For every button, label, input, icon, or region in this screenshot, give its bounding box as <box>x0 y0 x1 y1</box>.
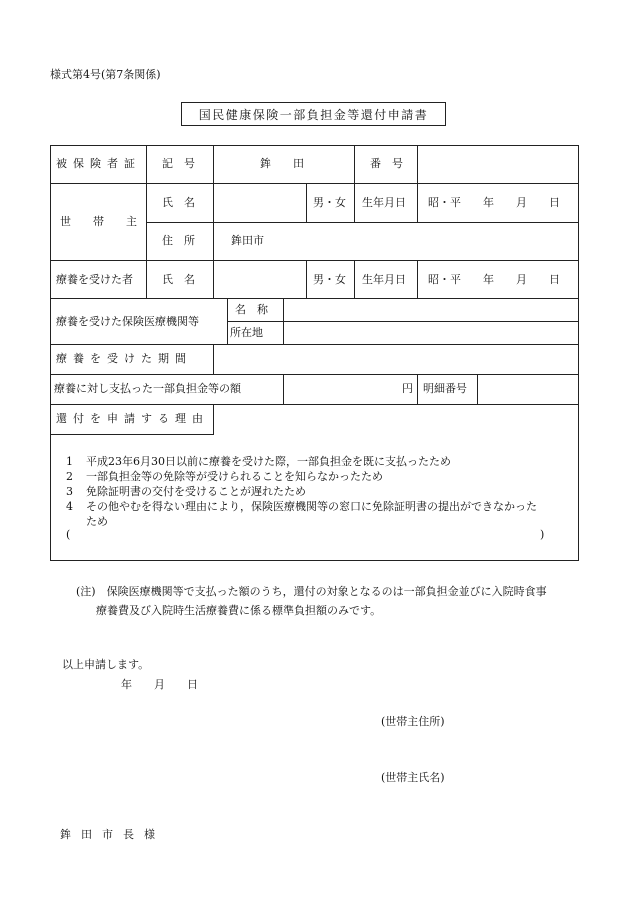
other-reason-field[interactable] <box>80 526 535 544</box>
form-title-text: 国民健康保険一部負担金等還付申請書 <box>198 107 429 122</box>
householder-sex[interactable]: 男・女 <box>313 196 346 209</box>
householder-dob-label: 生年月日 <box>362 196 406 209</box>
patient-name-field[interactable] <box>217 265 303 295</box>
householder-name-field[interactable] <box>217 188 303 218</box>
householder-name-signature-label: (世帯主氏名) <box>381 771 445 784</box>
reason-label: 還付を申請する理由 <box>56 412 209 425</box>
patient-dob-label: 生年月日 <box>362 273 406 286</box>
householder-address-signature-label: (世帯主住所) <box>381 715 445 728</box>
reason-option-number: 4 <box>66 500 73 513</box>
householder-address-signature-field[interactable] <box>470 708 580 728</box>
addressee: 鉾田市長様 <box>60 828 165 841</box>
reason-option-4-wrap: ため <box>86 515 108 528</box>
period-label: 療養を受けた期間 <box>56 352 192 365</box>
insured-label: 被保険者証 <box>56 157 141 170</box>
symbol-label: 記 号 <box>162 157 195 170</box>
institution-name-label: 名 称 <box>235 303 268 316</box>
householder-name-signature-field[interactable] <box>470 764 580 784</box>
reason-option-4[interactable] <box>66 498 537 514</box>
institution-location-field[interactable] <box>287 324 575 342</box>
form-number: 様式第4号(第7条関係) <box>50 68 161 81</box>
payment-amount-field[interactable] <box>287 378 397 400</box>
reason-option-number: 3 <box>66 485 73 498</box>
reason-option-text: 一部負担金等の免除等が受けられることを知らなかったため <box>86 470 383 483</box>
householder-address-label: 住 所 <box>162 234 195 247</box>
number-label: 番 号 <box>370 157 403 170</box>
payment-unit: 円 <box>402 382 413 395</box>
patient-dob-value[interactable]: 昭・平 年 月 日 <box>428 273 560 286</box>
householder-name-label: 氏 名 <box>162 196 195 209</box>
patient-label: 療養を受けた者 <box>56 273 133 286</box>
apply-statement: 以上申請します。 <box>62 658 150 671</box>
reason-option-1[interactable] <box>66 453 451 469</box>
other-reason-close-paren: ) <box>540 528 545 541</box>
reason-option-text: 免除証明書の交付を受けることが遅れたため <box>86 485 306 498</box>
reason-option-text: 平成23年6月30日以前に療養を受けた際，一部負担金を既に支払ったため <box>86 455 451 468</box>
reason-option-3[interactable] <box>66 483 306 499</box>
detail-number-field[interactable] <box>481 378 575 400</box>
note-line-1: (注) 保険医療機関等で支払った額のうち，還付の対象となるのは一部負担金並びに入院時食事 <box>76 585 547 598</box>
number-field[interactable] <box>420 150 575 180</box>
other-reason-open-paren: ( <box>66 528 71 541</box>
note-line-2: 療養費及び入院時生活療養費に係る標準負担額のみです。 <box>96 604 382 617</box>
form-title <box>181 102 446 126</box>
application-date[interactable]: 年 月 日 <box>121 678 198 691</box>
reason-option-number: 1 <box>66 455 73 468</box>
householder-dob-value[interactable]: 昭・平 年 月 日 <box>428 196 560 209</box>
reason-option-number: 2 <box>66 470 73 483</box>
reason-option-2[interactable] <box>66 468 383 484</box>
institution-name-field[interactable] <box>287 301 575 319</box>
patient-name-label: 氏 名 <box>162 273 195 286</box>
period-field[interactable] <box>217 348 575 370</box>
symbol-value: 鉾 田 <box>260 157 304 170</box>
detail-number-label: 明細番号 <box>423 382 467 395</box>
institution-location-label: 所在地 <box>230 326 263 339</box>
householder-address-value[interactable]: 鉾田市 <box>231 234 264 247</box>
institution-label: 療養を受けた保険医療機関等 <box>56 315 199 328</box>
householder-label: 世 帯 主 <box>60 215 137 228</box>
payment-label: 療養に対し支払った一部負担金等の額 <box>54 382 241 395</box>
reason-option-text: その他やむを得ない理由により，保険医療機関等の窓口に免除証明書の提出ができなかった <box>86 500 537 513</box>
patient-sex[interactable]: 男・女 <box>313 273 346 286</box>
